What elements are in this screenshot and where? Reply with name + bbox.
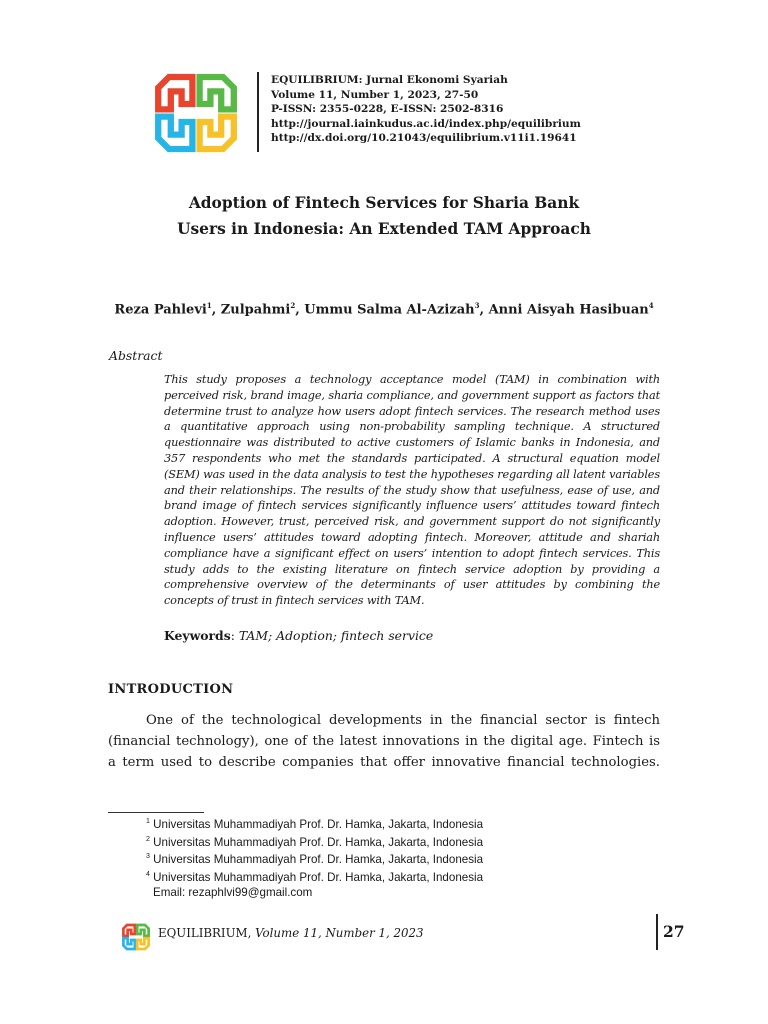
author-name: Zulpahmi bbox=[220, 302, 291, 318]
author-footnote-mark: 4 bbox=[648, 301, 654, 310]
intro-line: a term used to describe companies that offer innovative financial technologies. bbox=[108, 755, 660, 771]
footer-issue: Volume 11, Number 1, 2023 bbox=[255, 926, 424, 940]
journal-issn: P-ISSN: 2355-0228, E-ISSN: 2502-8316 bbox=[271, 103, 504, 116]
footnote-text: Universitas Muhammadiyah Prof. Dr. Hamka, Jakarta, Indonesia bbox=[149, 835, 484, 849]
journal-url-link[interactable]: http://journal.iainkudus.ac.id/index.php/equilibrium bbox=[271, 117, 581, 130]
author-list bbox=[60, 301, 708, 317]
abstract-body: This study proposes a technology acceptance model (TAM) in combination with perceived risk, brand image, sharia compliance, and government support as factors that determine trust to analyze how users adopt fintech services. The research method uses a quantitative approach using non-probability sampling technique. A structured questionnaire was distributed to active customers of Islamic banks in Indonesia, and 357 respondents who met the standards participated. A structural equation model (SEM) was used in the data analysis to test the hypotheses regarding all latent variables and their relationships. The results of the study show that usefulness, ease of use, and brand image of fintech services significantly influence users’ attitudes toward fintech adoption. However, trust, perceived risk, and government support do not significantly influence users’ attitudes toward adopting fintech. Moreover, attitude and shariah compliance have a significant effect on users’ intention to adopt fintech services. This study adds to the existing literature on fintech service adoption by providing a comprehensive overview of the determinants of user attitudes by combining the concepts of trust in fintech services with TAM. bbox=[164, 373, 660, 608]
footer-divider bbox=[656, 914, 658, 950]
author-name: Reza Pahlevi bbox=[114, 302, 207, 318]
section-heading-introduction: INTRODUCTION bbox=[108, 682, 234, 697]
footnotes bbox=[146, 815, 566, 900]
keywords-values: TAM; Adoption; fintech service bbox=[238, 628, 434, 643]
abstract-heading: Abstract bbox=[109, 348, 163, 363]
author-name: Ummu Salma Al-Azizah bbox=[304, 302, 475, 318]
author-name: Anni Aisyah Hasibuan bbox=[488, 302, 649, 318]
intro-line: One of the technological developments in the financial sector is fintech bbox=[146, 713, 660, 728]
footnote-mark: 3 bbox=[146, 853, 150, 861]
author-footnote-mark: 3 bbox=[474, 301, 480, 310]
keywords bbox=[164, 628, 433, 643]
intro-line: (financial technology), one of the latest innovations in the digital age. Fintech is bbox=[108, 734, 660, 750]
footer-journal bbox=[158, 926, 424, 940]
journal-doi-link[interactable]: http://dx.doi.org/10.21043/equilibrium.v11i1.19641 bbox=[271, 132, 577, 145]
keywords-separator: : bbox=[230, 628, 239, 643]
footnote-email: Email: rezaphlvi99@gmail.com bbox=[153, 885, 313, 899]
footnote-text: Universitas Muhammadiyah Prof. Dr. Hamka, Jakarta, Indonesia bbox=[149, 870, 484, 884]
footnote-divider bbox=[108, 812, 204, 813]
keywords-label: Keywords bbox=[164, 628, 231, 643]
paper-title bbox=[104, 190, 664, 242]
footnote-item bbox=[146, 850, 566, 868]
author-separator: , bbox=[211, 302, 221, 318]
page-number: 27 bbox=[663, 922, 685, 941]
journal-info bbox=[271, 73, 691, 146]
title-line-2: Users in Indonesia: An Extended TAM Approach bbox=[177, 220, 591, 238]
introduction-body bbox=[108, 710, 660, 774]
footer-journal-name: EQUILIBRIUM, bbox=[158, 926, 256, 940]
author-footnote-mark: 1 bbox=[206, 301, 212, 310]
footnote-item bbox=[146, 815, 566, 833]
equilibrium-logo-icon bbox=[120, 922, 152, 952]
journal-name: EQUILIBRIUM: Jurnal Ekonomi Syariah bbox=[271, 74, 508, 86]
footnote-text: Universitas Muhammadiyah Prof. Dr. Hamka, Jakarta, Indonesia bbox=[149, 817, 484, 831]
footnote-mark: 4 bbox=[146, 870, 150, 878]
footnote-text: Universitas Muhammadiyah Prof. Dr. Hamka, Jakarta, Indonesia bbox=[149, 853, 484, 867]
author-separator: , bbox=[479, 302, 489, 318]
journal-volume: Volume 11, Number 1, 2023, 27-50 bbox=[271, 88, 479, 101]
equilibrium-logo-icon bbox=[148, 68, 244, 158]
title-line-1: Adoption of Fintech Services for Sharia Bank bbox=[188, 194, 580, 212]
footnote-mark: 2 bbox=[146, 835, 150, 843]
author-footnote-mark: 2 bbox=[290, 301, 296, 310]
footnote-item bbox=[146, 833, 566, 851]
footnote-item bbox=[146, 868, 566, 886]
author-separator: , bbox=[295, 302, 305, 318]
header-divider bbox=[257, 72, 259, 152]
footnote-mark: 1 bbox=[146, 818, 150, 825]
